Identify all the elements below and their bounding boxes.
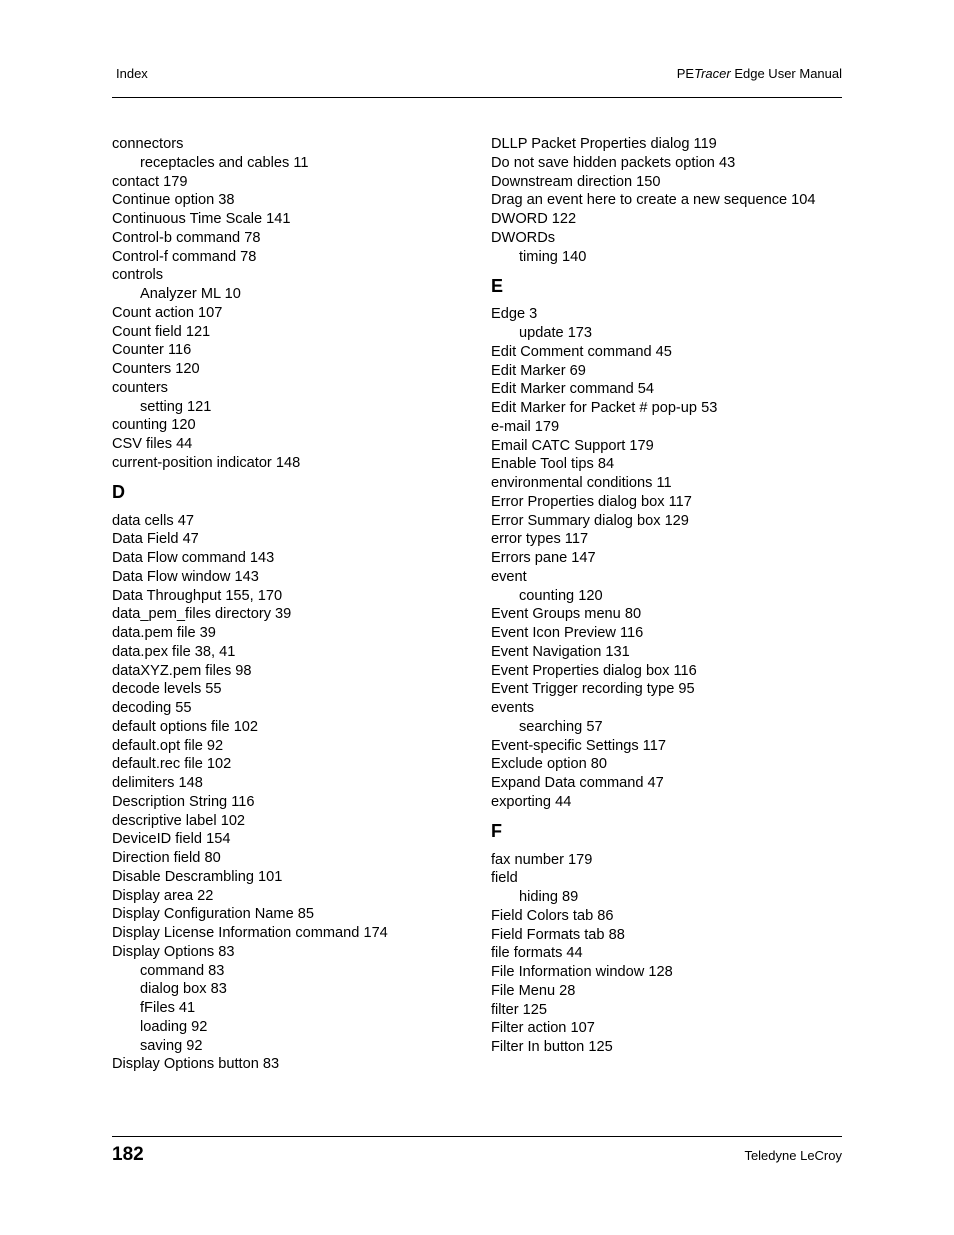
- index-entry: environmental conditions 11: [491, 475, 672, 491]
- index-entry: File Menu 28: [491, 982, 576, 999]
- index-subentry: counting 120: [519, 587, 603, 604]
- index-entry: Email CATC Support 179: [491, 437, 654, 454]
- index-column-right: [491, 135, 843, 1057]
- index-entry: Counters 120: [112, 361, 200, 377]
- index-entry: Event Groups menu 80: [491, 606, 642, 623]
- index-entry: Control-b command 78: [112, 229, 261, 246]
- index-entry: DeviceID field 154: [112, 831, 231, 848]
- index-entry: Edit Marker 69: [491, 362, 586, 379]
- index-entry: default options file 102: [112, 718, 259, 735]
- index-entry: Display Configuration Name 85: [112, 906, 314, 923]
- index-entry: exporting 44: [491, 793, 572, 810]
- index-entry: Edit Marker for Packet # pop-up 53: [491, 400, 718, 416]
- index-subentry: saving 92: [140, 1037, 203, 1054]
- footer-rule: [112, 1136, 842, 1137]
- index-entry: Control-f command 78: [112, 248, 257, 265]
- index-entry: Drag an event here to create a new sequence 104: [491, 192, 816, 209]
- product-italic: Tracer: [694, 66, 731, 81]
- index-entry: data.pem file 39: [112, 625, 216, 641]
- index-entry: Event Navigation 131: [491, 643, 630, 660]
- index-entry: counters: [112, 379, 168, 396]
- index-entry: Data Field 47: [112, 531, 199, 548]
- index-entry: field: [491, 870, 518, 887]
- index-entry: data.pex file 38, 41: [112, 643, 236, 660]
- footer-publisher: Teledyne LeCroy: [744, 1148, 842, 1163]
- index-entry: Exclude option 80: [491, 756, 608, 773]
- index-entry: Expand Data command 47: [491, 775, 664, 791]
- index-entry: current-position indicator 148: [112, 454, 301, 471]
- index-entry: Filter In button 125: [491, 1039, 613, 1055]
- index-entry: Continue option 38: [112, 192, 235, 209]
- index-entry: Error Summary dialog box 129: [491, 512, 689, 529]
- index-entry: Event-specific Settings 117: [491, 737, 666, 754]
- index-entry: counting 120: [112, 417, 196, 434]
- index-entry: Edit Comment command 45: [491, 343, 672, 360]
- index-section-letter: E: [491, 275, 504, 296]
- index-subentry: timing 140: [519, 248, 587, 265]
- index-entry: Filter action 107: [491, 1020, 595, 1037]
- index-entry: Disable Descrambling 101: [112, 868, 283, 885]
- index-entry: data_pem_files directory 39: [112, 606, 292, 623]
- index-subentry: update 173: [519, 325, 593, 341]
- index-entry: Event Properties dialog box 116: [491, 662, 697, 679]
- index-entry: Field Colors tab 86: [491, 907, 614, 924]
- index-subentry: hiding 89: [519, 889, 579, 905]
- index-entry: Error Properties dialog box 117: [491, 493, 692, 510]
- index-entry: Field Formats tab 88: [491, 926, 625, 943]
- index-entry: Downstream direction 150: [491, 173, 661, 190]
- index-entry: file formats 44: [491, 945, 583, 962]
- running-header-title: [677, 66, 842, 81]
- index-entry: Description String 116: [112, 793, 255, 810]
- index-entry: Count action 107: [112, 304, 223, 321]
- index-column-left: [112, 135, 472, 1074]
- index-subentry: dialog box 83: [140, 981, 227, 998]
- index-entry: connectors: [112, 136, 184, 152]
- index-subentry: searching 57: [519, 718, 603, 735]
- index-subentry: Analyzer ML 10: [140, 286, 241, 302]
- index-entry: descriptive label 102: [112, 812, 246, 829]
- index-entry: Counter 116: [112, 342, 192, 359]
- index-entry: DLLP Packet Properties dialog 119: [491, 136, 717, 152]
- index-entry: Errors pane 147: [491, 550, 596, 566]
- index-entry: Do not save hidden packets option 43: [491, 154, 736, 171]
- index-entry: Direction field 80: [112, 850, 221, 866]
- index-entry: Event Trigger recording type 95: [491, 681, 695, 698]
- index-entry: Event Icon Preview 116: [491, 625, 644, 641]
- index-section-letter: F: [491, 821, 502, 841]
- index-entry: Edge 3: [491, 306, 538, 323]
- index-entry: Edit Marker command 54: [491, 381, 655, 398]
- index-entry: Continuous Time Scale 141: [112, 211, 291, 227]
- index-entry: CSV files 44: [112, 436, 193, 452]
- index-entry: Display area 22: [112, 887, 214, 904]
- index-entry: File Information window 128: [491, 964, 673, 980]
- index-entry: error types 117: [491, 531, 589, 548]
- product-prefix: PE: [676, 66, 695, 81]
- index-entry: filter 125: [491, 1001, 547, 1018]
- index-entry: DWORDs: [491, 229, 556, 246]
- page-number: 182: [112, 1144, 144, 1165]
- index-subentry: setting 121: [140, 398, 212, 415]
- index-entry: DWORD 122: [491, 211, 577, 227]
- index-subentry: fFiles 41: [140, 1000, 196, 1016]
- header-rule: [112, 97, 842, 98]
- index-entry: Data Flow window 143: [112, 568, 259, 585]
- index-entry: data cells 47: [112, 512, 194, 529]
- index-entry: Data Flow command 143: [112, 550, 275, 566]
- index-entry: controls: [112, 267, 164, 284]
- index-entry: Data Throughput 155, 170: [112, 587, 283, 604]
- index-entry: Display License Information command 174: [112, 925, 388, 941]
- index-entry: decode levels 55: [112, 681, 222, 698]
- running-header-section: Index: [116, 66, 148, 81]
- index-entry: default.opt file 92: [112, 737, 224, 754]
- index-entry: dataXYZ.pem files 98: [112, 662, 252, 679]
- index-entry: Enable Tool tips 84: [491, 456, 615, 473]
- index-entry: delimiters 148: [112, 775, 203, 791]
- index-subentry: command 83: [140, 962, 225, 979]
- index-entry: contact 179: [112, 173, 188, 190]
- index-entry: decoding 55: [112, 700, 192, 716]
- manual-suffix: Edge User Manual: [730, 66, 842, 81]
- index-entry: default.rec file 102: [112, 756, 232, 773]
- index-entry: Display Options button 83: [112, 1056, 280, 1073]
- index-entry: Count field 121: [112, 323, 211, 340]
- index-subentry: receptacles and cables 11: [140, 154, 309, 171]
- index-entry: events: [491, 700, 534, 716]
- index-subentry: loading 92: [140, 1018, 208, 1035]
- index-entry: Display Options 83: [112, 943, 235, 960]
- index-section-letter: D: [112, 482, 125, 502]
- index-entry: event: [491, 568, 527, 585]
- index-entry: fax number 179: [491, 851, 593, 868]
- index-entry: e-mail 179: [491, 418, 560, 435]
